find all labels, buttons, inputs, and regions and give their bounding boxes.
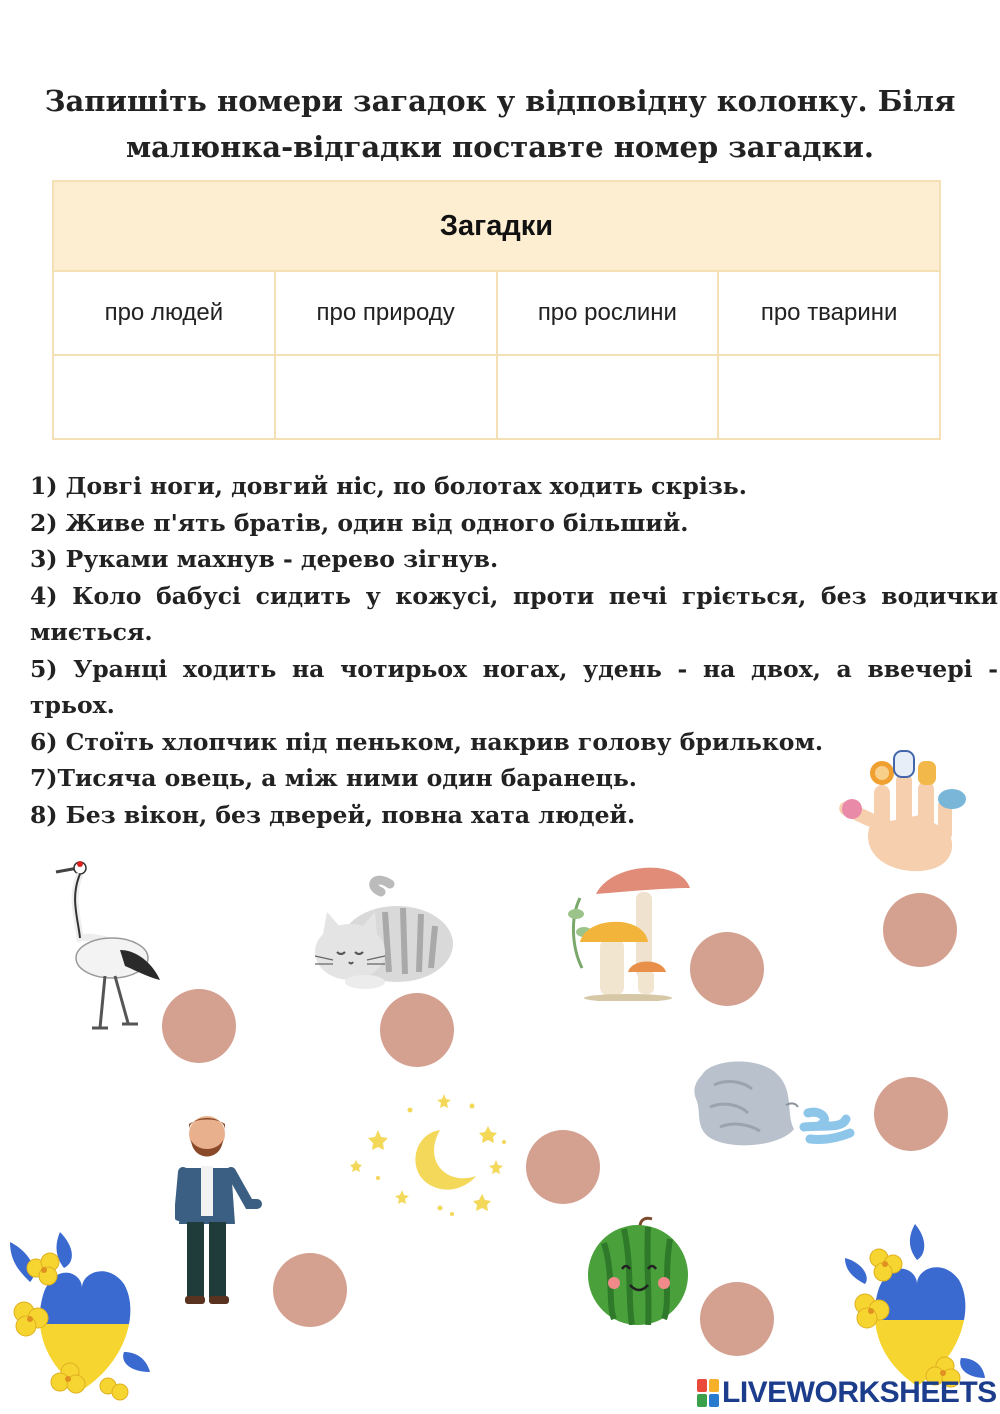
riddle-6: 6) Стоїть хлопчик під пеньком, накрив голову брильком. xyxy=(30,727,824,756)
man-icon xyxy=(175,1112,265,1308)
riddle-1: 1) Довгі ноги, довгий ніс, по болотах ходить скрізь. xyxy=(30,472,747,500)
answer-cell-people[interactable] xyxy=(53,355,275,439)
answer-cell-animals[interactable] xyxy=(718,355,940,439)
answer-circle-crane[interactable] xyxy=(162,989,236,1063)
instruction-title xyxy=(0,78,1000,170)
answer-circle-mushrooms[interactable] xyxy=(690,932,764,1006)
riddle-5-line-1: 5) Уранці ходить на чотирьох ногах, удень - на двох, а ввечері - xyxy=(30,654,998,683)
answer-circle-man[interactable] xyxy=(273,1253,347,1327)
heart-flowers-icon xyxy=(0,1222,165,1402)
table-header: Загадки xyxy=(53,181,940,271)
watermelon-icon xyxy=(584,1215,694,1325)
answer-circle-wind[interactable] xyxy=(874,1077,948,1151)
mushrooms-icon xyxy=(562,858,694,1001)
column-plants: про рослини xyxy=(497,271,719,355)
brand-label: LIVEWORKSHEETS xyxy=(722,1376,997,1409)
riddle-5-line-2: трьох. xyxy=(30,691,115,719)
riddle-2: 2) Живе п'ять братів, один від одного більший. xyxy=(30,508,689,537)
riddle-4-line-2: миється. xyxy=(30,618,153,646)
instruction-line-2: малюнка-відгадки поставте номер загадки. xyxy=(125,130,875,164)
answer-circle-moon[interactable] xyxy=(526,1130,600,1204)
instruction-line-1: Запишіть номери загадок у відповідну колонку. Біля xyxy=(44,84,956,118)
heart-flowers-right-icon xyxy=(835,1218,1000,1398)
column-nature: про природу xyxy=(275,271,497,355)
riddle-8: 8) Без вікон, без дверей, повна хата людей. xyxy=(30,800,636,829)
riddle-4-line-1: 4) Коло бабусі сидить у кожусі, проти печі гріється, без водички xyxy=(30,581,998,610)
answer-circle-fingers[interactable] xyxy=(883,893,957,967)
crane-icon xyxy=(50,858,165,1033)
finger-puppets-icon xyxy=(830,745,980,877)
wind-icon xyxy=(690,1055,855,1155)
answer-cell-nature[interactable] xyxy=(275,355,497,439)
riddle-7: 7)Тисяча овець, а між ними один баранець. xyxy=(30,764,637,792)
answer-circle-cat[interactable] xyxy=(380,993,454,1067)
riddles-table xyxy=(52,180,941,440)
liveworksheets-brand xyxy=(697,1376,997,1410)
riddle-3: 3) Руками махнув - дерево зігнув. xyxy=(30,545,499,573)
cat-icon xyxy=(305,872,455,992)
answer-circle-watermelon[interactable] xyxy=(700,1282,774,1356)
answer-cell-plants[interactable] xyxy=(497,355,719,439)
column-animals: про тварини xyxy=(718,271,940,355)
liveworksheets-logo-icon xyxy=(697,1379,719,1407)
moon-stars-icon xyxy=(348,1090,516,1218)
column-people: про людей xyxy=(53,271,275,355)
